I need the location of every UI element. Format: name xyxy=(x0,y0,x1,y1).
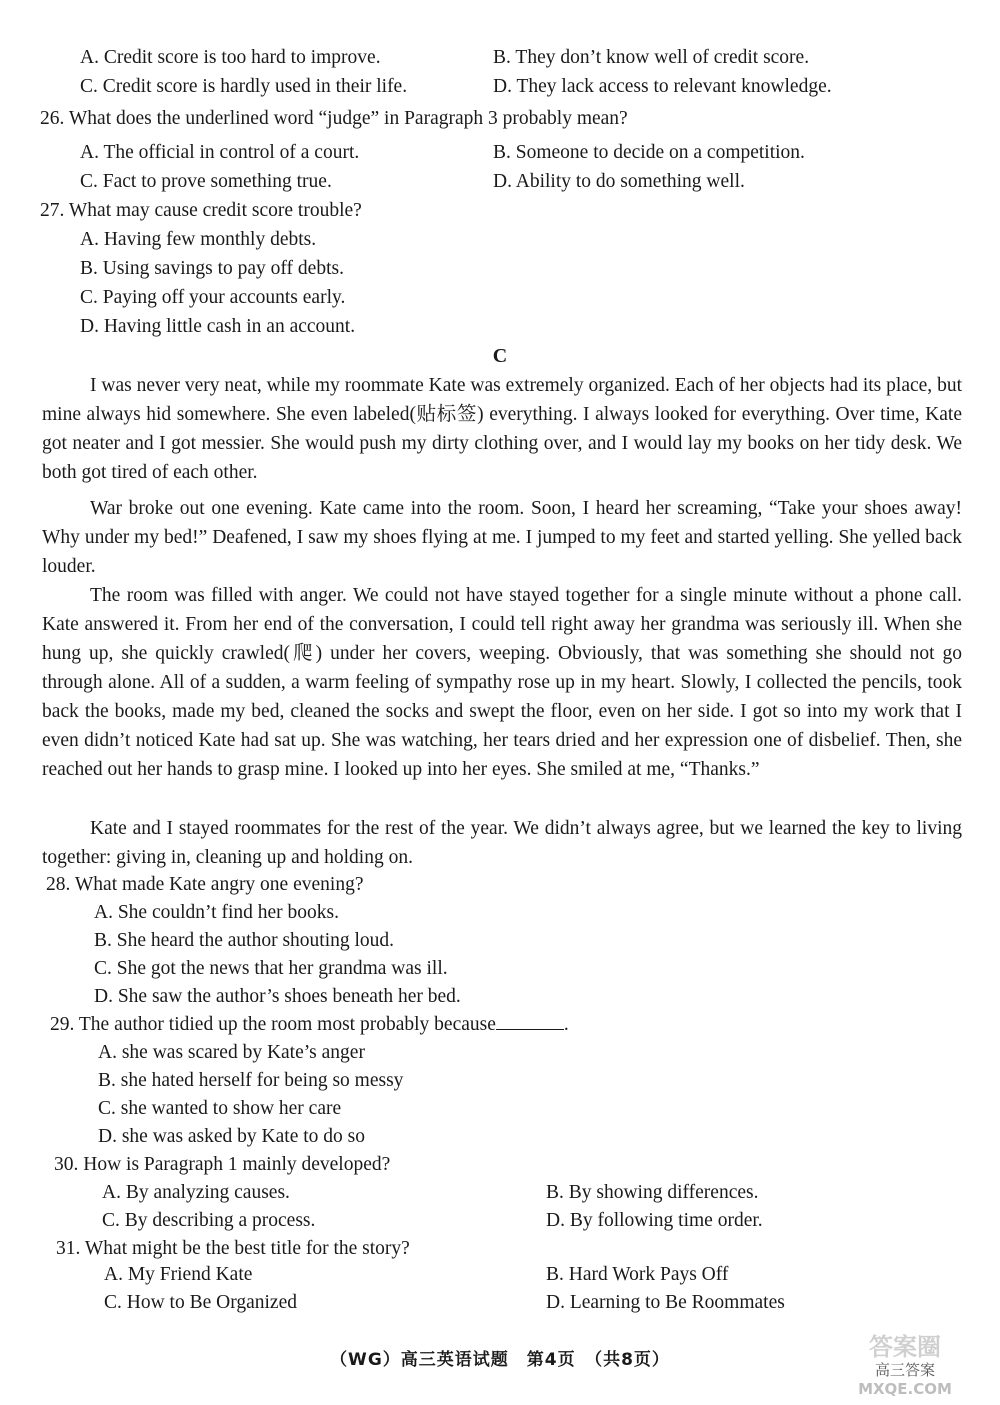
q31-option-b: B. Hard Work Pays Off xyxy=(546,1264,729,1285)
q27-stem: 27. What may cause credit score trouble? xyxy=(40,200,362,221)
q27-stem-row xyxy=(0,197,1000,225)
q29-option-b-row xyxy=(0,1067,1000,1095)
q30-stem: 30. How is Paragraph 1 mainly developed? xyxy=(54,1154,391,1175)
q28-option-b-row xyxy=(0,927,1000,955)
q28-option-a-row xyxy=(0,899,1000,927)
q27-option-d: D. Having little cash in an account. xyxy=(80,316,356,337)
q28-option-c-row xyxy=(0,955,1000,983)
q26-stem-row xyxy=(0,105,1000,133)
q28-option-a: A. She couldn’t find her books. xyxy=(94,902,339,923)
q26-options-row-2 xyxy=(0,168,1000,196)
q30-option-c: C. By describing a process. xyxy=(102,1210,316,1231)
q28-option-d-row xyxy=(0,983,1000,1011)
q30-options-row-1 xyxy=(0,1179,1000,1207)
q29-option-a-row xyxy=(0,1039,1000,1067)
passage-paragraph-1: I was never very neat, while my roommate Kate was extremely organized. Each of her objects had its place, but mine always hid somewhere. She even labeled(贴标签) everything. I always looked for everything. Over time, Kate got neater and I got messier. She would push my dirty clothing over, and I would lay my books on her tidy desk. We both got tired of each other. xyxy=(42,375,962,483)
q30-option-b: B. By showing differences. xyxy=(546,1182,759,1203)
q25-option-c: C. Credit score is hardly used in their life. xyxy=(80,76,408,97)
q29-option-b: B. she hated herself for being so messy xyxy=(98,1070,404,1091)
q26-option-a: A. The official in control of a court. xyxy=(80,142,360,163)
q25-option-d: D. They lack access to relevant knowledge. xyxy=(493,76,832,97)
q31-option-c: C. How to Be Organized xyxy=(104,1292,297,1313)
q29-option-c: C. she wanted to show her care xyxy=(98,1098,342,1119)
q29-option-d: D. she was asked by Kate to do so xyxy=(98,1126,365,1147)
q26-option-c: C. Fact to prove something true. xyxy=(80,171,332,192)
passage-paragraph-3: The room was filled with anger. We could not have stayed together for a single minute without a phone call. Kate answered it. From her end of the conversation, I could tell right away her grandma was seriously ill. When she hung up, she quickly crawled(爬) under her covers, weeping. Obviously, that was something she should not go through alone. All of a sudden, a warm feeling of sympathy rose up in my heart. Slowly, I collected the pencils, took back the books, made my bed, cleaned the socks and swept the floor, even on her side. I got so into my work that I even didn’t noticed Kate had sat up. She was watching, her tears dried and her expression one of disbelief. Then, she reached out her hands to grasp mine. I looked up into her eyes. She smiled at me, “Thanks.” xyxy=(42,585,962,780)
q28-option-d: D. She saw the author’s shoes beneath her bed. xyxy=(94,986,461,1007)
q31-option-d: D. Learning to Be Roommates xyxy=(546,1292,785,1313)
q27-option-c: C. Paying off your accounts early. xyxy=(80,287,346,308)
q29-stem: 29. The author tidied up the room most probably because xyxy=(50,1014,496,1035)
q25-options-row-1 xyxy=(0,44,1000,72)
q31-options-row-1 xyxy=(0,1261,1000,1289)
passage-paragraph-4: Kate and I stayed roommates for the rest of the year. We didn’t always agree, but we learned the key to living together: giving in, cleaning up and holding on. xyxy=(42,818,962,868)
q30-option-a: A. By analyzing causes. xyxy=(102,1182,290,1203)
watermark-logo-mid-text: 高三答案 xyxy=(874,1361,936,1379)
q28-stem-row xyxy=(0,871,1000,899)
q27-option-b: B. Using savings to pay off debts. xyxy=(80,258,344,279)
passage-label: C xyxy=(492,345,508,367)
q29-answer-blank xyxy=(496,1011,564,1030)
q29-option-a: A. she was scared by Kate’s anger xyxy=(98,1042,365,1063)
q31-options-row-2 xyxy=(0,1289,1000,1317)
q29-stem-wrap xyxy=(50,1011,569,1039)
q27-option-c-row xyxy=(0,284,1000,312)
watermark-logo-bottom-text: MXQE.COM xyxy=(858,1380,952,1398)
q29-stem-row xyxy=(0,1011,1000,1039)
q27-option-d-row xyxy=(0,313,1000,341)
q26-stem: 26. What does the underlined word “judge” in Paragraph 3 probably mean? xyxy=(40,108,628,129)
q30-stem-row xyxy=(0,1151,1000,1179)
page-footer: （WG）高三英语试题 第4页 （共8页） xyxy=(330,1350,670,1370)
passage-paragraph-2: War broke out one evening. Kate came into the room. Soon, I heard her screaming, “Take your shoes away! Why under my bed!” Deafened, I saw my shoes flying at me. I jumped to my feet and started yelling. She yelled back louder. xyxy=(42,498,962,577)
q30-options-row-2 xyxy=(0,1207,1000,1235)
q28-option-c: C. She got the news that her grandma was ill. xyxy=(94,958,448,979)
watermark-logo-top-text: 答案圈 xyxy=(869,1333,941,1361)
q31-option-a: A. My Friend Kate xyxy=(104,1264,253,1285)
q25-options-row-2 xyxy=(0,73,1000,101)
q25-option-a: A. Credit score is too hard to improve. xyxy=(80,47,381,68)
q27-option-a: A. Having few monthly debts. xyxy=(80,229,317,250)
q27-option-a-row xyxy=(0,226,1000,254)
q28-stem: 28. What made Kate angry one evening? xyxy=(46,874,364,895)
q25-option-b: B. They don’t know well of credit score. xyxy=(493,47,810,68)
q27-option-b-row xyxy=(0,255,1000,283)
q26-option-d: D. Ability to do something well. xyxy=(493,171,745,192)
q26-option-b: B. Someone to decide on a competition. xyxy=(493,142,805,163)
watermark-logo xyxy=(820,1325,990,1400)
q29-stem-end: . xyxy=(563,1014,569,1035)
q31-stem-row xyxy=(0,1235,1000,1263)
q31-stem: 31. What might be the best title for the story? xyxy=(56,1238,410,1259)
q29-option-c-row xyxy=(0,1095,1000,1123)
q30-option-d: D. By following time order. xyxy=(546,1210,763,1231)
q29-option-d-row xyxy=(0,1123,1000,1151)
q28-option-b: B. She heard the author shouting loud. xyxy=(94,930,395,951)
q26-options-row-1 xyxy=(0,139,1000,167)
